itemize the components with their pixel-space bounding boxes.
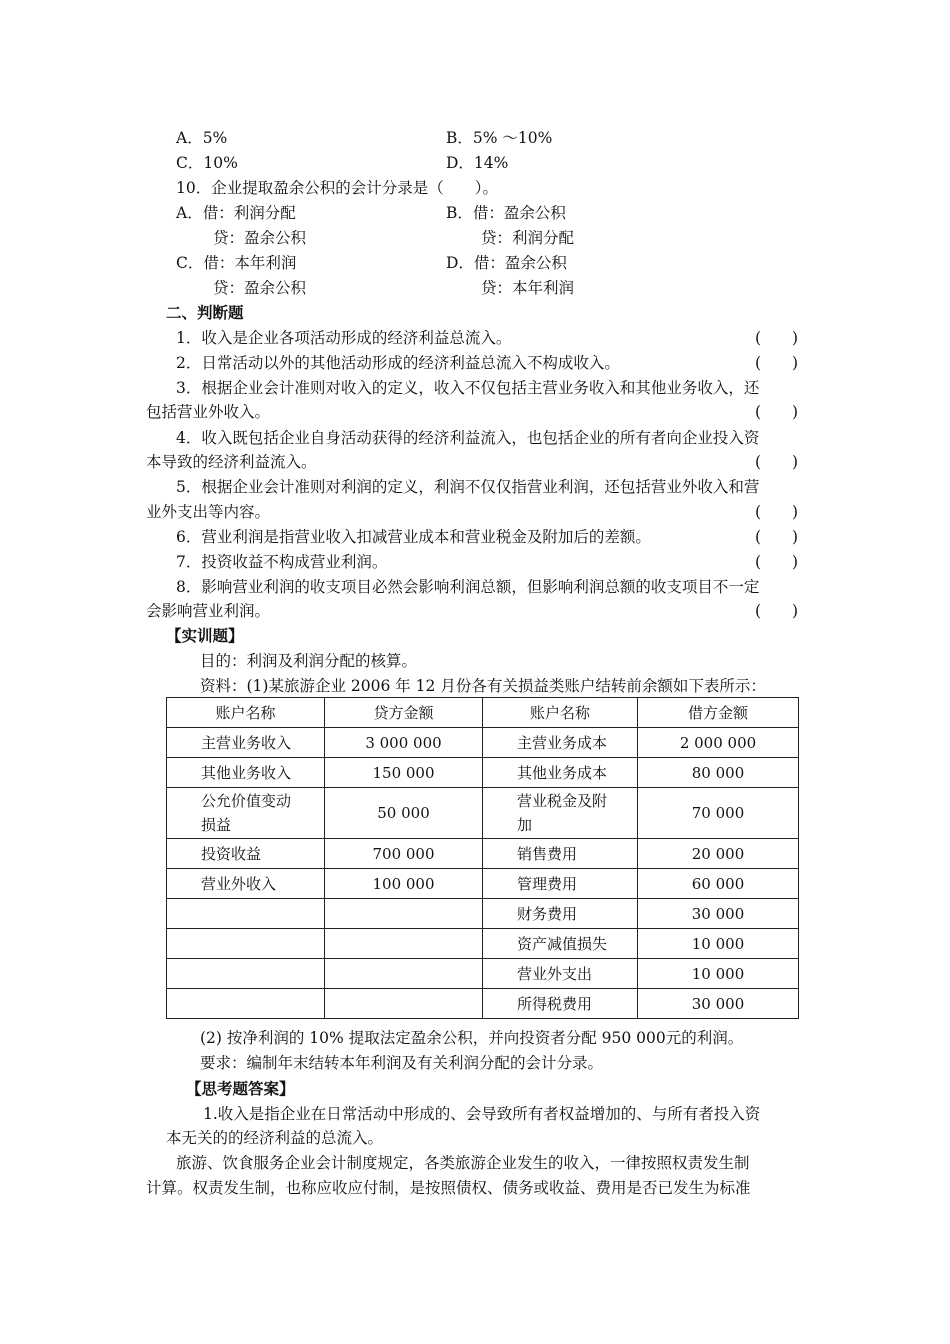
cell-debit-amount: 10 000: [638, 929, 799, 959]
cell-debit-account-line2: 加: [517, 816, 533, 834]
practice-heading: 【实训题】: [166, 626, 244, 645]
q10-option-c-credit: 贷：盈余公积: [213, 279, 307, 297]
practice-purpose: 目的：利润及利润分配的核算。: [200, 652, 418, 670]
cell-credit-account: [167, 899, 325, 929]
judge-item-5-line2: 业外支出等内容。: [146, 503, 271, 521]
q9-option-d: D．14%: [446, 154, 509, 172]
cell-credit-account: [167, 788, 325, 839]
judge-item-6: 6．营业利润是指营业收入扣减营业成本和营业税金及附加后的差额。: [176, 528, 651, 546]
cell-debit-account: 管理费用: [483, 869, 638, 899]
cell-debit-amount: 2 000 000: [638, 728, 799, 758]
cell-credit-account: 投资收益: [167, 839, 325, 869]
q10-option-a-credit: 贷：盈余公积: [213, 229, 307, 247]
cell-credit-amount: [325, 989, 483, 1019]
table-row: [167, 758, 799, 788]
cell-debit-amount: 30 000: [638, 899, 799, 929]
judge-item-8-line1: 8．影响营业利润的收支项目必然会影响利润总额，但影响利润总额的收支项目不一定: [176, 578, 760, 596]
q10-option-d-credit: 贷：本年利润: [481, 279, 575, 297]
cell-debit-amount: 10 000: [638, 959, 799, 989]
cell-credit-account-line1: 公允价值变动: [201, 792, 292, 810]
cell-debit-account: [483, 788, 638, 839]
cell-debit-account: 销售费用: [483, 839, 638, 869]
cell-credit-account: 营业外收入: [167, 869, 325, 899]
q9-option-c: C．10%: [176, 154, 238, 172]
q9-option-b: B．5% ～10%: [446, 129, 553, 147]
cell-debit-amount: 80 000: [638, 758, 799, 788]
cell-credit-amount: 3 000 000: [325, 728, 483, 758]
cell-credit-amount: 50 000: [325, 788, 483, 839]
judge-item-5-line1: 5．根据企业会计准则对利润的定义，利润不仅仅指营业利润，还包括营业外收入和营: [176, 478, 760, 496]
table-row: [167, 788, 799, 839]
cell-credit-amount: 150 000: [325, 758, 483, 788]
cell-credit-amount: [325, 929, 483, 959]
q10-option-b-debit: B．借：盈余公积: [446, 204, 566, 222]
q10-option-b-credit: 贷：利润分配: [481, 229, 575, 247]
cell-debit-account: 财务费用: [483, 899, 638, 929]
cell-credit-account: 主营业务收入: [167, 728, 325, 758]
cell-credit-amount: [325, 899, 483, 929]
cell-credit-account: 其他业务收入: [167, 758, 325, 788]
header-credit-account-name: 账户名称: [167, 698, 325, 728]
judge-item-3-line1: 3．根据企业会计准则对收入的定义，收入不仅包括主营业务收入和其他业务收入，还: [176, 379, 760, 397]
header-debit-amount: 借方金额: [638, 698, 799, 728]
cell-credit-amount: [325, 959, 483, 989]
judge-item-3-line2: 包括营业外收入。: [146, 403, 271, 421]
answers-paragraph-1-line2: 本无关的的经济利益的总流入。: [166, 1129, 384, 1147]
table-row: [167, 869, 799, 899]
judge-item-4-line1: 4．收入既包括企业自身活动获得的经济利益流入，也包括企业的所有者向企业投入资: [176, 429, 760, 447]
judge-item-7: 7．投资收益不构成营业利润。: [176, 553, 388, 571]
q10-option-a-debit: A．借：利润分配: [176, 204, 296, 222]
judge-item-1: 1．收入是企业各项活动形成的经济利益总流入。: [176, 329, 512, 347]
practice-requirement: 要求：编制年末结转本年利润及有关利润分配的会计分录。: [200, 1054, 604, 1072]
cell-credit-amount: 700 000: [325, 839, 483, 869]
cell-credit-account: [167, 959, 325, 989]
q9-option-a: A．5%: [176, 129, 228, 147]
cell-debit-amount: 60 000: [638, 869, 799, 899]
cell-debit-amount: 20 000: [638, 839, 799, 869]
q10-stem: 10．企业提取盈余公积的会计分录是（ ）。: [176, 179, 498, 197]
header-debit-account-name: 账户名称: [483, 698, 638, 728]
cell-debit-account: 营业外支出: [483, 959, 638, 989]
cell-credit-account-line2: 损益: [201, 816, 232, 834]
answers-paragraph-1-line1: 1.收入是指企业在日常活动中形成的、会导致所有者权益增加的、与所有者投入资: [203, 1105, 761, 1123]
cell-debit-amount: 70 000: [638, 788, 799, 839]
judge-answer-blank-2: ( ): [755, 354, 799, 372]
cell-debit-account-line1: 营业税金及附: [517, 792, 608, 810]
judge-answer-blank-1: ( ): [755, 329, 799, 347]
cell-credit-amount: 100 000: [325, 869, 483, 899]
judge-heading: 二、判断题: [166, 303, 244, 322]
judge-item-4-line2: 本导致的经济利益流入。: [146, 453, 317, 471]
judge-answer-blank-8: ( ): [755, 602, 799, 620]
judge-answer-blank-6: ( ): [755, 528, 799, 546]
practice-note-2: (2) 按净利润的 10% 提取法定盈余公积，并向投资者分配 950 000元的利润。: [200, 1029, 744, 1047]
table-header-row: [167, 698, 799, 728]
table-row: [167, 899, 799, 929]
cell-debit-account: 所得税费用: [483, 989, 638, 1019]
cell-debit-account: 资产减值损失: [483, 929, 638, 959]
cell-debit-account: 主营业务成本: [483, 728, 638, 758]
cell-debit-account: 其他业务成本: [483, 758, 638, 788]
judge-item-2: 2．日常活动以外的其他活动形成的经济利益总流入不构成收入。: [176, 354, 620, 372]
judge-answer-blank-5: ( ): [755, 503, 799, 521]
table-row: [167, 728, 799, 758]
table-row: [167, 929, 799, 959]
table-row: [167, 959, 799, 989]
cell-credit-account: [167, 929, 325, 959]
q10-option-c-debit: C．借：本年利润: [176, 254, 297, 272]
practice-material: 资料：(1)某旅游企业 2006 年 12 月份各有关损益类账户结转前余额如下表所示：: [200, 677, 766, 695]
answers-paragraph-2-line1: 旅游、饮食服务企业会计制度规定，各类旅游企业发生的收入，一律按照权责发生制: [176, 1154, 750, 1172]
judge-answer-blank-4: ( ): [755, 453, 799, 471]
judge-answer-blank-3: ( ): [755, 403, 799, 421]
answers-paragraph-2-line2: 计算。权责发生制，也称应收应付制，是按照债权、债务或收益、费用是否已发生为标准: [146, 1179, 751, 1197]
cell-credit-account: [167, 989, 325, 1019]
judge-answer-blank-7: ( ): [755, 553, 799, 571]
judge-item-8-line2: 会影响营业利润。: [146, 602, 271, 620]
header-credit-amount: 贷方金额: [325, 698, 483, 728]
account-balance-table: [166, 697, 799, 1019]
answers-heading: 【思考题答案】: [186, 1079, 295, 1098]
table-row: [167, 989, 799, 1019]
table-row: [167, 839, 799, 869]
cell-debit-amount: 30 000: [638, 989, 799, 1019]
q10-option-d-debit: D．借：盈余公积: [446, 254, 567, 272]
